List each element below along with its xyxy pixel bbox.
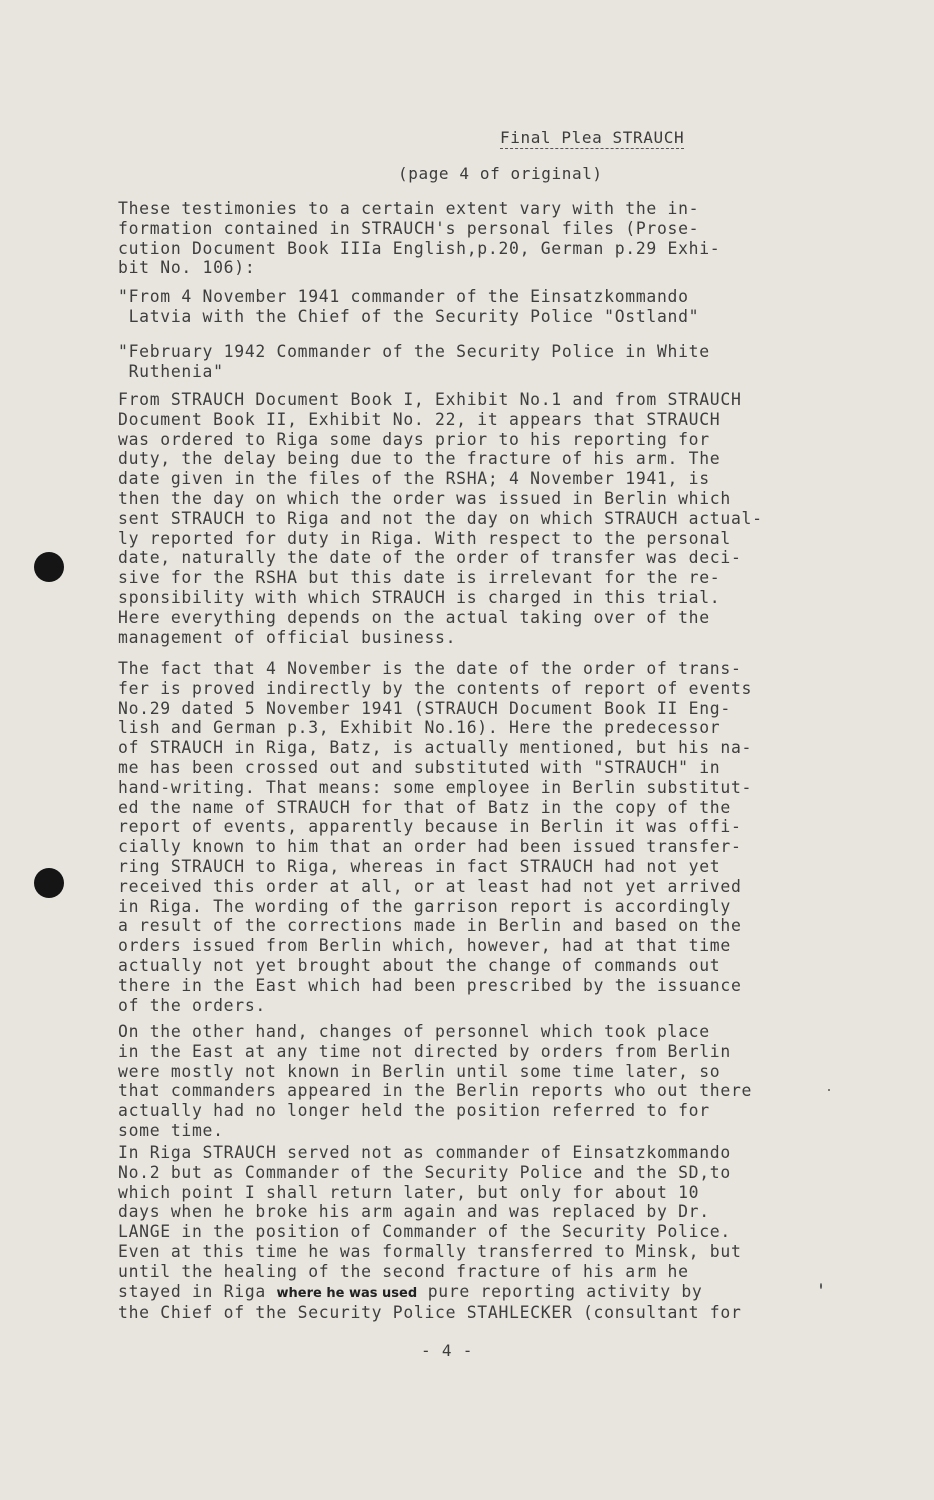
paragraph: These testimonies to a certain extent vary with the in- formation contained in STRAUCH's personal files (Prose- cution Document Book IIIa English,p.20, German p.29 Exhi- bit No. 106): bbox=[118, 199, 721, 278]
document-title: Final Plea STRAUCH bbox=[500, 128, 685, 147]
paper-speck bbox=[820, 1283, 822, 1289]
paragraph-text: pure reporting activity by the Chief of the Security Police STAHLECKER (consultant for bbox=[118, 1281, 742, 1323]
handwritten-insertion: where he was used bbox=[276, 1285, 418, 1301]
paragraph: From STRAUCH Document Book I, Exhibit No.1 and from STRAUCH Document Book II, Exhibit No. 22, it appears that STRAUCH was ordered to Riga some days prior to his reporting for duty, the delay being due to the fracture of his arm. The date given in the files of the RSHA; 4 November 1941, is then the day on which the order was issued in Berlin which sent STRAUCH to Riga and not the day on which STRAUCH actual- ly reported for duty in Riga. With respect to the personal date, naturally the date of the order of transfer was deci- sive for the RSHA but this date is irrelevant for the re- sponsibility with which STRAUCH is charged in this trial. Here everything depends on the actual taking over of the management of official business. bbox=[118, 390, 763, 647]
punch-hole bbox=[34, 868, 64, 898]
quotation: "From 4 November 1941 commander of the Einsatzkommando Latvia with the Chief of the Security Police "Ostland" bbox=[118, 287, 700, 326]
paragraph: The fact that 4 November is the date of the order of trans- fer is proved indirectly by the contents of report of events No.29 dated 5 November 1941 (STRAUCH Document Book II Eng- lish and German p.3, Exhibit No.16). Here the predecessor of STRAUCH in Riga, Batz, is actually mentioned, but his na- me has been crossed out and substituted with "STRAUCH" in hand-writing. That means: some employee in Berlin substitut- ed the name of STRAUCH for that of Batz in the copy of the report of events, apparently because in Berlin it was offi- cially known to him that an order had been issued transfer- ring STRAUCH to Riga, whereas in fact STRAUCH had not yet received this order at all, or at least had not yet arrived in Riga. The wording of the garrison report is accordingly a result of the corrections made in Berlin and based on the orders issued from Berlin which, however, had at that time actually not yet brought about the change of commands out there in the East which had been prescribed by the issuance of the orders. bbox=[118, 659, 753, 1015]
punch-hole bbox=[34, 552, 64, 582]
paragraph: On the other hand, changes of personnel which took place in the East at any time not directed by orders from Berlin were mostly not known in Berlin until some time later, so that commanders appeared in the Berlin reports who out there actually had no longer held the position referred to for some time. bbox=[118, 1022, 753, 1140]
page-reference: (page 4 of original) bbox=[398, 164, 603, 183]
quotation: "February 1942 Commander of the Security Police in White Ruthenia" bbox=[118, 342, 710, 381]
paper-speck bbox=[828, 1089, 830, 1091]
paragraph bbox=[118, 1143, 828, 1323]
paragraph-text: In Riga STRAUCH served not as commander of Einsatzkommando No.2 but as Commander of the Security Police and the SD,to which point I shall return later, but only for about 10 days when he broke his arm again and was replaced by Dr. LANGE in the position of Commander of the Security Police. Even at this time he was formally transferred to Minsk, but until the healing of the second fracture of his arm he stayed in Riga bbox=[118, 1143, 742, 1301]
page-number: - 4 - bbox=[421, 1341, 474, 1360]
